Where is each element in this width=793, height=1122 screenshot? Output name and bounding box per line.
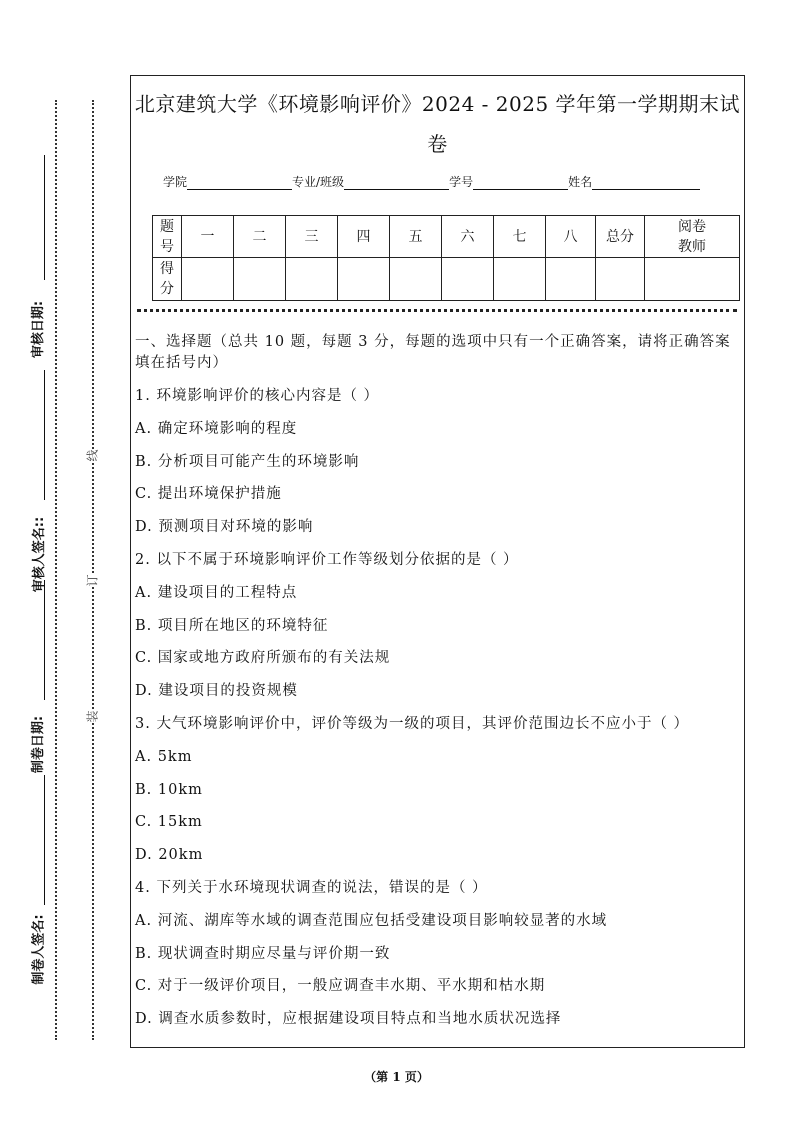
margin-dotted-line-inner [92, 100, 94, 1040]
answer-option: A. 河流、湖库等水域的调查范围应包括受建设项目影响较显著的水域 [135, 912, 608, 929]
col-6: 六 [442, 216, 494, 258]
score-table [152, 215, 740, 301]
answer-option: B. 现状调查时期应尽量与评价期一致 [135, 945, 391, 962]
col-5: 五 [390, 216, 442, 258]
answer-option: B. 10km [135, 781, 203, 798]
name-field[interactable] [592, 175, 700, 190]
question-number-header: 题 号 [153, 216, 182, 258]
major-class-field[interactable] [344, 175, 449, 190]
question-text: 1. 环境影响评价的核心内容是（ ） [135, 388, 380, 404]
major-class-label: 专业/班级 [292, 175, 345, 189]
score-row-header: 得 分 [153, 258, 182, 301]
score-cell[interactable] [234, 258, 286, 301]
college-field[interactable] [187, 175, 292, 190]
make-date-label: 制卷日期: [31, 715, 47, 774]
answer-option: A. 确定环境影响的程度 [135, 420, 298, 437]
answer-option: C. 对于一级评价项目，一般应调查丰水期、平水期和枯水期 [135, 978, 546, 995]
exam-title-cont: 卷 [427, 132, 448, 156]
exam-title: 北京建筑大学《环境影响评价》2024 - 2025 学年第一学期期末试 [134, 92, 741, 116]
student-id-field[interactable] [473, 175, 568, 190]
college-label: 学院 [163, 175, 188, 189]
answer-option: D. 建设项目的投资规模 [135, 683, 298, 700]
page-number: （第 1 页） [364, 1070, 429, 1084]
dotted-separator [137, 309, 737, 312]
col-4: 四 [338, 216, 390, 258]
grader-header: 阅卷 教师 [645, 216, 740, 258]
col-7: 七 [494, 216, 546, 258]
maker-signature-underline [44, 775, 45, 905]
score-cell[interactable] [442, 258, 494, 301]
reviewer-signature-label: 审核人签名:: [32, 516, 48, 593]
name-label: 姓名 [568, 175, 593, 189]
question-text: 2. 以下不属于环境影响评价工作等级划分依据的是（ ） [135, 552, 519, 568]
answer-option: C. 提出环境保护措施 [135, 486, 282, 503]
answer-option: C. 15km [135, 814, 203, 831]
binding-mark-line: 线 [85, 449, 100, 462]
score-cell[interactable] [645, 258, 740, 301]
col-2: 二 [234, 216, 286, 258]
question-text: 3. 大气环境影响评价中，评价等级为一级的项目，其评价范围边长不应小于（ ） [135, 716, 690, 732]
maker-signature-label: 制卷人签名: [31, 914, 47, 985]
score-cell[interactable] [546, 258, 596, 301]
score-cell[interactable] [596, 258, 645, 301]
reviewer-signature-underline [44, 370, 45, 500]
score-cell[interactable] [182, 258, 234, 301]
answer-option: A. 5km [135, 748, 193, 765]
answer-option: A. 建设项目的工程特点 [135, 584, 298, 601]
answer-option: B. 项目所在地区的环境特征 [135, 617, 329, 634]
answer-option: D. 预测项目对环境的影响 [135, 519, 314, 536]
col-total: 总分 [596, 216, 645, 258]
binding-mark-staple: 订 [85, 574, 100, 587]
answer-option: B. 分析项目可能产生的环境影响 [135, 453, 360, 470]
section-heading: 一、选择题（总共 10 题，每题 3 分，每题的选项中只有一个正确答案，请将正确答案填在括号内） [135, 334, 731, 371]
binding-mark-bind: 装 [85, 710, 100, 723]
col-8: 八 [546, 216, 596, 258]
score-cell[interactable] [494, 258, 546, 301]
answer-option: D. 调查水质参数时，应根据建设项目特点和当地水质状况选择 [135, 1011, 562, 1028]
question-text: 4. 下列关于水环境现状调查的说法，错误的是（ ） [135, 880, 488, 896]
margin-dotted-line-outer [55, 100, 57, 1040]
review-date-label: 审核日期: [31, 300, 47, 359]
answer-option: D. 20km [135, 847, 204, 864]
col-3: 三 [286, 216, 338, 258]
student-id-label: 学号 [449, 175, 474, 189]
make-date-underline [44, 580, 45, 700]
score-cell[interactable] [286, 258, 338, 301]
score-cell[interactable] [390, 258, 442, 301]
score-cell[interactable] [338, 258, 390, 301]
student-info [163, 173, 700, 190]
review-date-underline [44, 155, 45, 280]
col-1: 一 [182, 216, 234, 258]
answer-option: C. 国家或地方政府所颁布的有关法规 [135, 650, 391, 667]
